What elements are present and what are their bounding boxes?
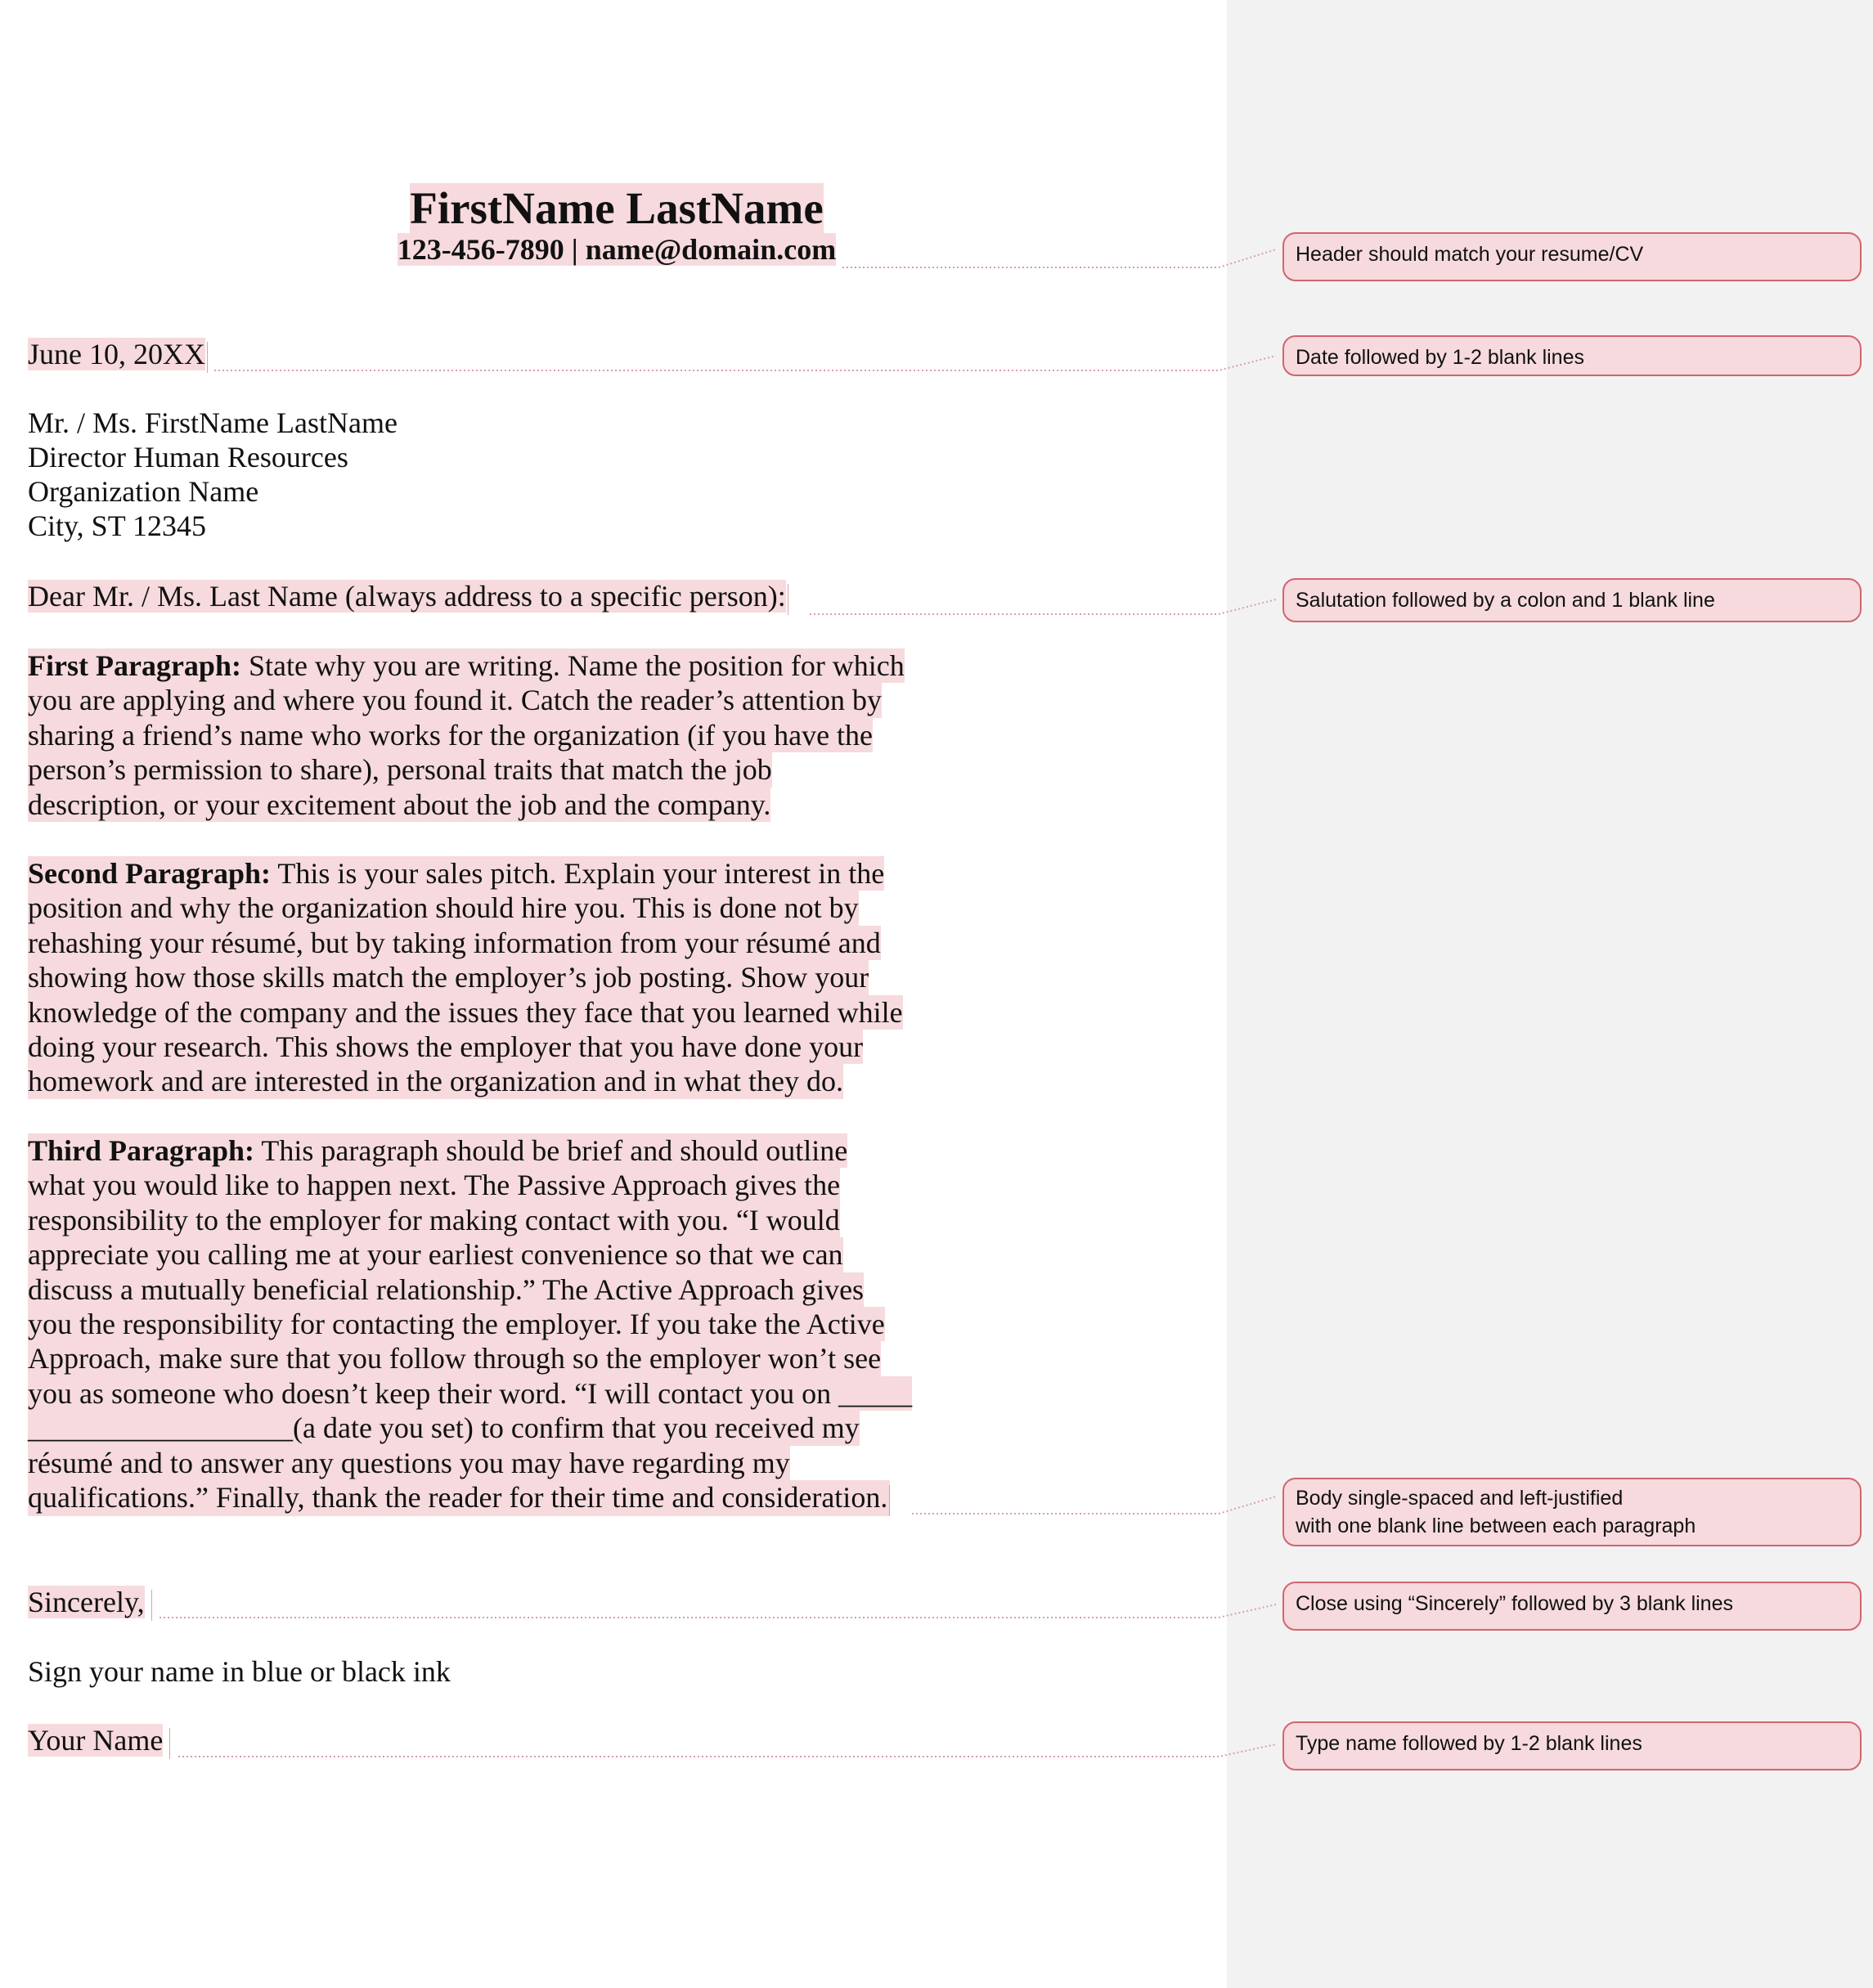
paragraph-line: discuss a mutually beneficial relationship.” The Active Approach gives (28, 1272, 865, 1306)
paragraph-label: First Paragraph: (28, 649, 241, 682)
comment-anchor-mark (207, 342, 208, 373)
comment-anchor-mark (889, 1485, 890, 1516)
second-paragraph (28, 856, 903, 1099)
paragraph-line: Third Paragraph: This paragraph should be brief and should outline (28, 1134, 848, 1167)
paragraph-line: doing your research. This shows the employer that you have done your (28, 1030, 864, 1064)
paragraph-line: qualifications.” Finally, thank the reader for their time and consideration. (28, 1480, 890, 1516)
letter-date: June 10, 20XX (28, 337, 208, 373)
paragraph-line: __________________(a date you set) to confirm that you received my (28, 1411, 860, 1445)
paragraph-line: you are applying and where you found it. Catch the reader’s attention by (28, 684, 883, 717)
comment-name[interactable]: Type name followed by 1-2 blank lines (1282, 1721, 1862, 1770)
leader-line (178, 1744, 1276, 1757)
typed-name: Your Name (28, 1723, 170, 1759)
paragraph-line: person’s permission to share), personal traits that match the job (28, 753, 772, 787)
comment-header[interactable]: Header should match your resume/CV (1282, 232, 1862, 281)
paragraph-label: Third Paragraph: (28, 1134, 255, 1167)
recipient-title: Director Human Resources (28, 441, 348, 473)
leader-line (912, 1497, 1276, 1514)
paragraph-line: you the responsibility for contacting the employer. If you take the Active (28, 1308, 885, 1341)
paragraph-line: description, or your excitement about the job and the company. (28, 788, 771, 821)
paragraph-line: you as someone who doesn’t keep their word. “I will contact you on _____ (28, 1376, 913, 1410)
paragraph-line: First Paragraph: State why you are writing. Name the position for which (28, 649, 905, 682)
recipient-name: Mr. / Ms. FirstName LastName (28, 406, 398, 439)
leader-line (810, 599, 1276, 614)
paragraph-line: position and why the organization should hire you. This is done not by (28, 891, 859, 925)
paragraph-line: knowledge of the company and the issues they face that you learned while (28, 995, 903, 1029)
paragraph-line: what you would like to happen next. The Passive Approach gives the (28, 1169, 841, 1202)
third-paragraph (28, 1133, 912, 1516)
paragraph-line: Approach, make sure that you follow through so the employer won’t see (28, 1342, 882, 1375)
comment-date[interactable]: Date followed by 1-2 blank lines (1282, 335, 1862, 376)
comment-salutation[interactable]: Salutation followed by a colon and 1 blank line (1282, 578, 1862, 622)
paragraph-line: Second Paragraph: This is your sales pitch. Explain your interest in the (28, 857, 885, 890)
comment-anchor-mark (151, 1590, 152, 1621)
recipient-organization: Organization Name (28, 475, 259, 508)
leader-line (214, 356, 1276, 370)
comment-body[interactable]: Body single-spaced and left-justified with one blank line between each paragraph (1282, 1478, 1862, 1546)
paragraph-line: homework and are interested in the organization and in what they do. (28, 1065, 844, 1098)
sign-instruction: Sign your name in blue or black ink (28, 1655, 451, 1688)
recipient-city: City, ST 12345 (28, 509, 207, 542)
first-paragraph (28, 648, 905, 822)
paragraph-line: sharing a friend’s name who works for the organization (if you have the (28, 718, 874, 752)
paragraph-line: appreciate you calling me at your earliest convenience so that we can (28, 1238, 843, 1272)
salutation: Dear Mr. / Ms. Last Name (always address to a specific person): (28, 579, 788, 615)
comment-anchor-mark (169, 1728, 170, 1759)
paragraph-line: rehashing your résumé, but by taking information from your résumé and (28, 926, 881, 959)
header-name: FirstName LastName (410, 183, 824, 233)
closing: Sincerely, (28, 1585, 152, 1621)
paragraph-label: Second Paragraph: (28, 857, 271, 890)
paragraph-line: responsibility to the employer for making contact with you. “I would (28, 1203, 840, 1236)
comment-close[interactable]: Close using “Sincerely” followed by 3 blank lines (1282, 1582, 1862, 1631)
leader-line (159, 1604, 1276, 1618)
header-contact: 123-456-7890 | name@domain.com (397, 233, 837, 266)
paragraph-line: résumé and to answer any questions you may have regarding my (28, 1446, 790, 1479)
paragraph-line: showing how those skills match the employer’s job posting. Show your (28, 961, 869, 994)
